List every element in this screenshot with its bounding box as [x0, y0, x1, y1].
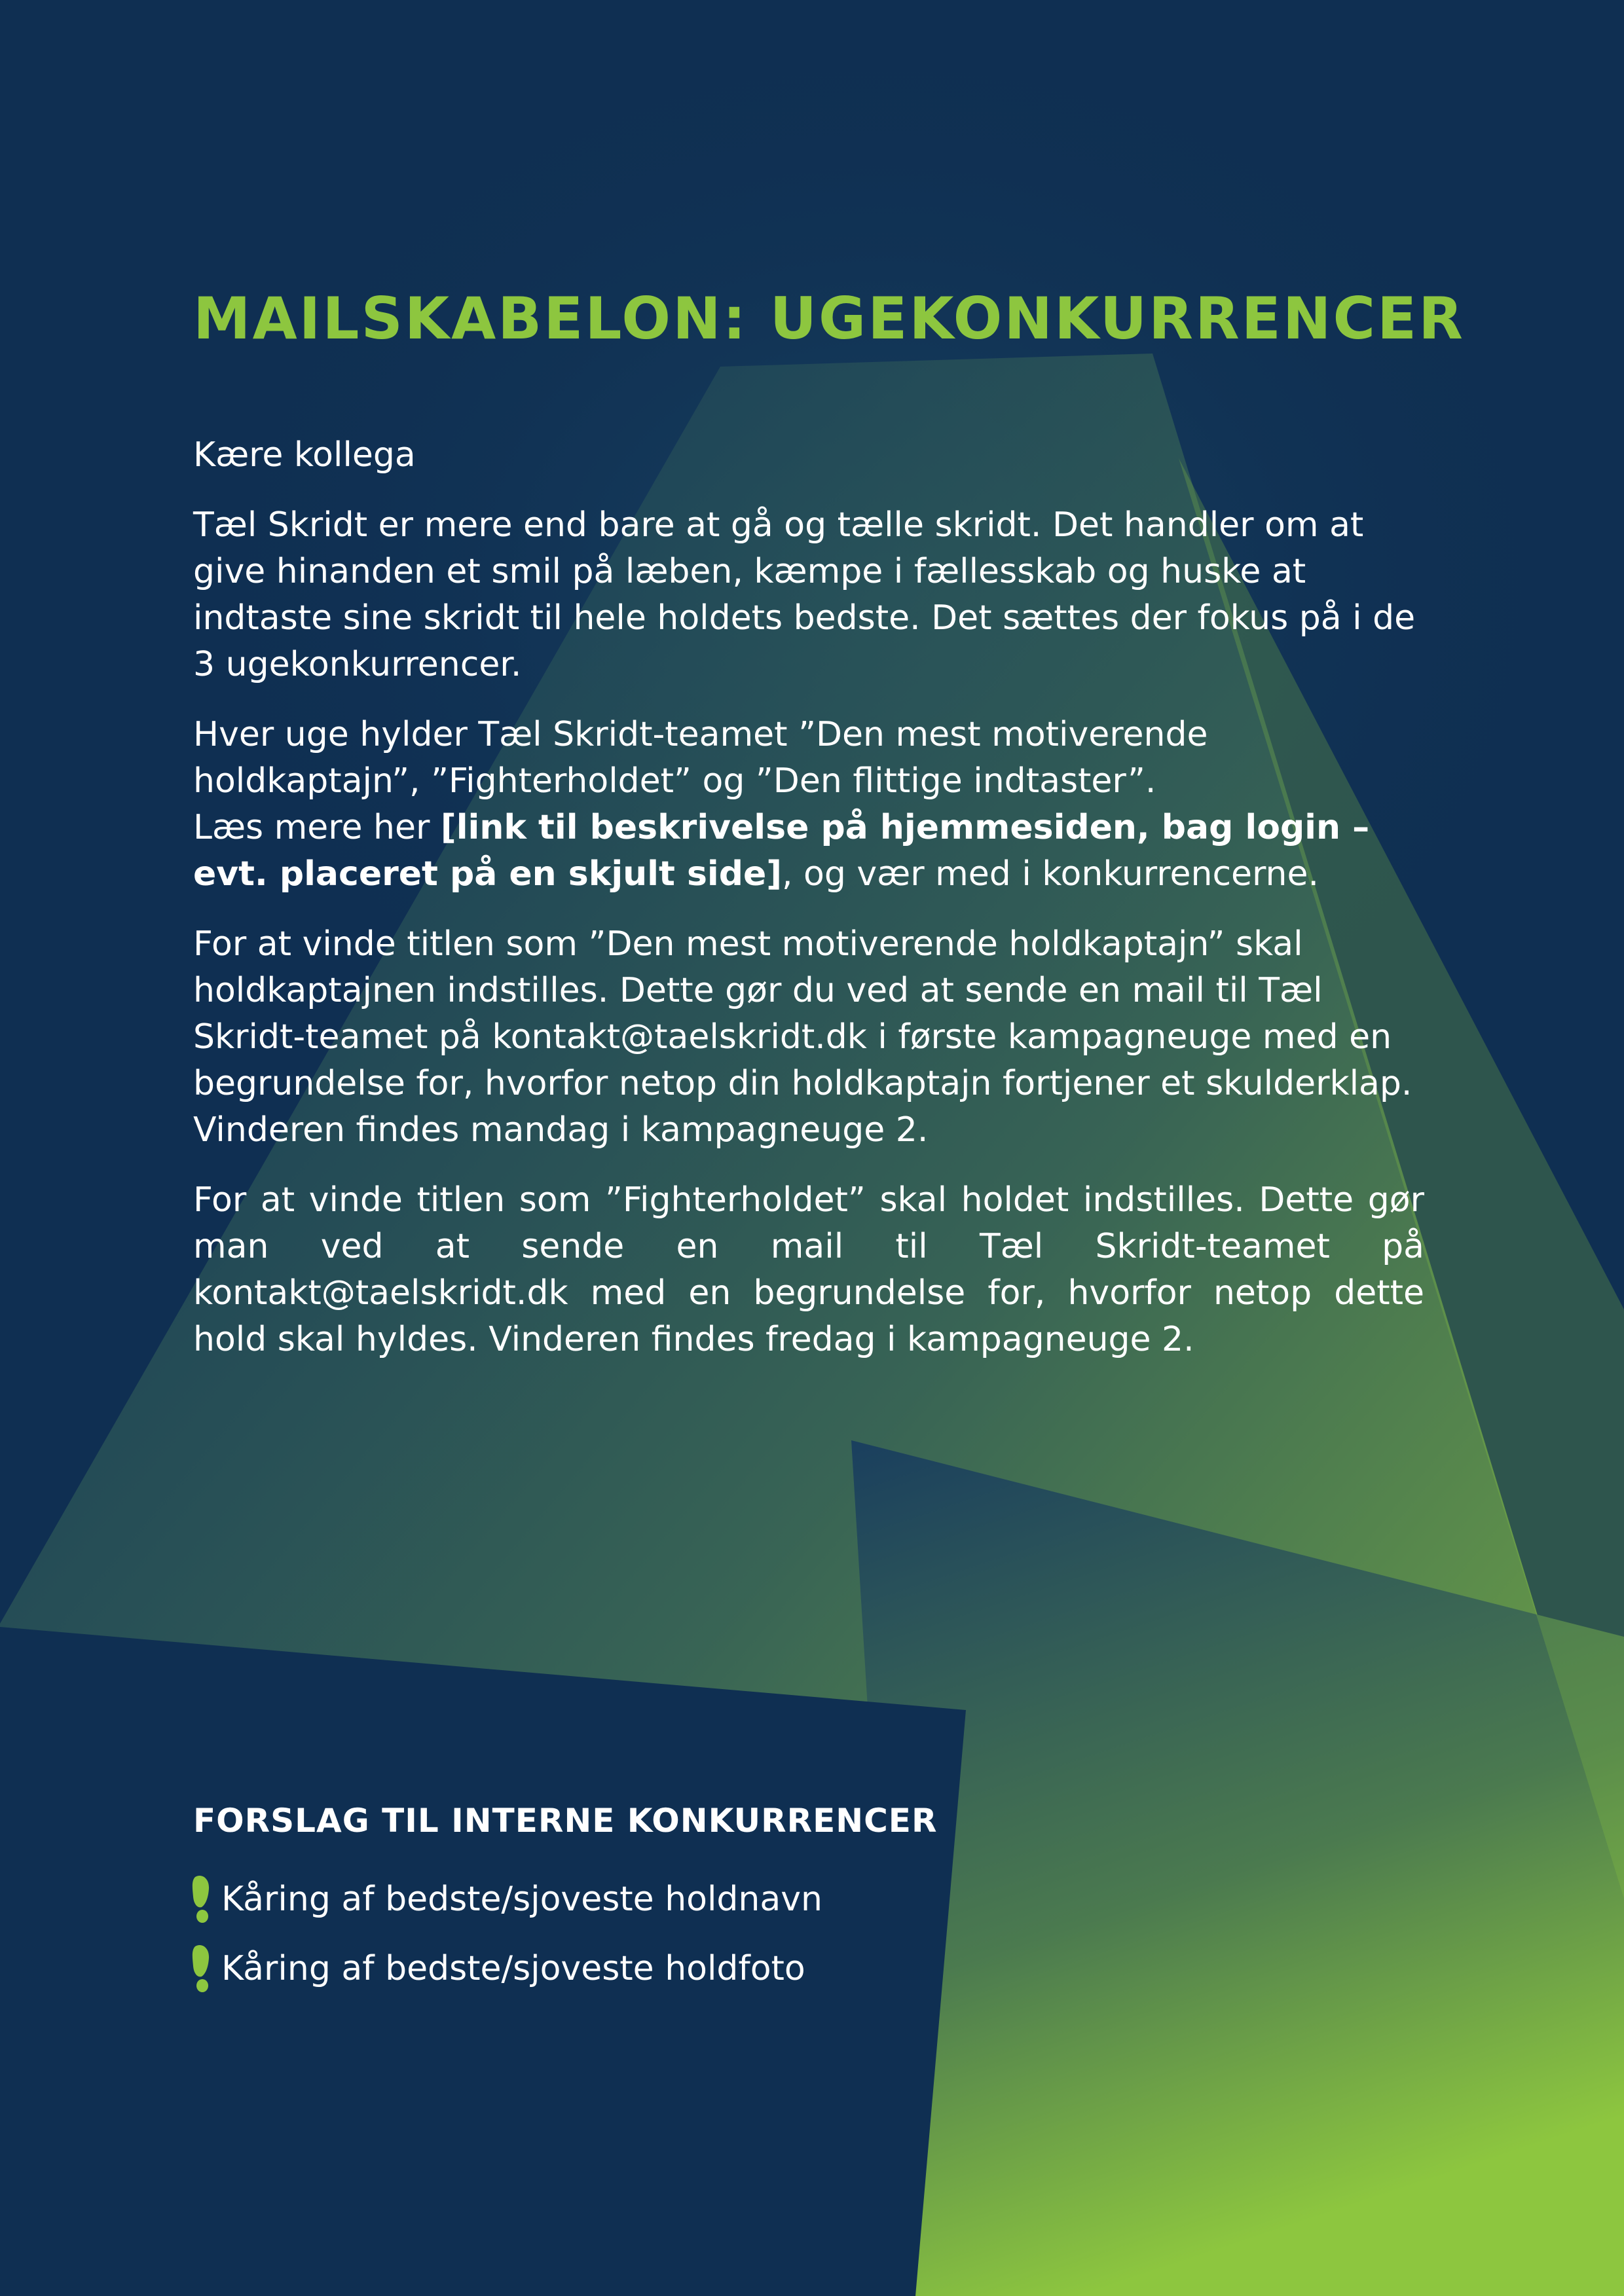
paragraph-captain-award: For at vinde titlen som ”Den mest motiverende holdkaptajn” skal holdkaptajnen indstilles. Dette gør du ved at sende en mail til Tæl Skridt-teamet på kontakt@taelskridt.dk i første kampagneuge med en begrundelse for, hvorfor netop din holdkaptajn fortjener et skulderklap. Vinderen findes mandag i kampagneuge 2. [193, 924, 1412, 1150]
suggestions-list [190, 1865, 822, 2003]
footprint-icon [190, 1874, 212, 1924]
suggestions-heading: FORSLAG TIL INTERNE KONKURRENCER [193, 1802, 938, 1840]
list-item [190, 1934, 822, 2003]
paragraph-fighter-award: For at vinde titlen som ”Fighterholdet” skal holdet indstilles. Dette gør man ved at sende en mail til Tæl Skridt-teamet på kontakt@taelskridt.dk med en begrundelse for, hvorfor netop dette hold skal hyldes. Vinderen findes fredag i kampagneuge 2. [193, 1180, 1424, 1359]
footprint-icon [190, 1944, 212, 1994]
paragraph-intro: Tæl Skridt er mere end bare at gå og tælle skridt. Det handler om at give hinanden et smil på læben, kæmpe i fællesskab og huske at indtaste sine skridt til hele holdets bedste. Det sættes der fokus på i de 3 ugekonkurrencer. [193, 505, 1416, 684]
letter-body [193, 432, 1424, 1387]
suggestion-item-text: Kåring af bedste/sjoveste holdfoto [221, 1949, 805, 1988]
link-placeholder: [link til beskrivelse på hjemmesiden, bag login – evt. placeret på en skjult side] [193, 808, 1370, 894]
read-more-suffix: , og vær med i konkurrencerne. [781, 854, 1319, 894]
greeting: Kære kollega [193, 435, 416, 475]
weekly-awards-text: Hver uge hylder Tæl Skridt-teamet ”Den mest motiverende holdkaptajn”, ”Fighterholdet” og ”Den flittige indtaster”. [193, 715, 1208, 801]
read-more-prefix: Læs mere her [193, 808, 441, 847]
suggestion-item-text: Kåring af bedste/sjoveste holdnavn [221, 1880, 822, 1919]
page-title: MAILSKABELON: UGEKONKURRENCER [193, 285, 1465, 352]
list-item [190, 1865, 822, 1934]
paragraph-weekly-awards [193, 712, 1424, 898]
